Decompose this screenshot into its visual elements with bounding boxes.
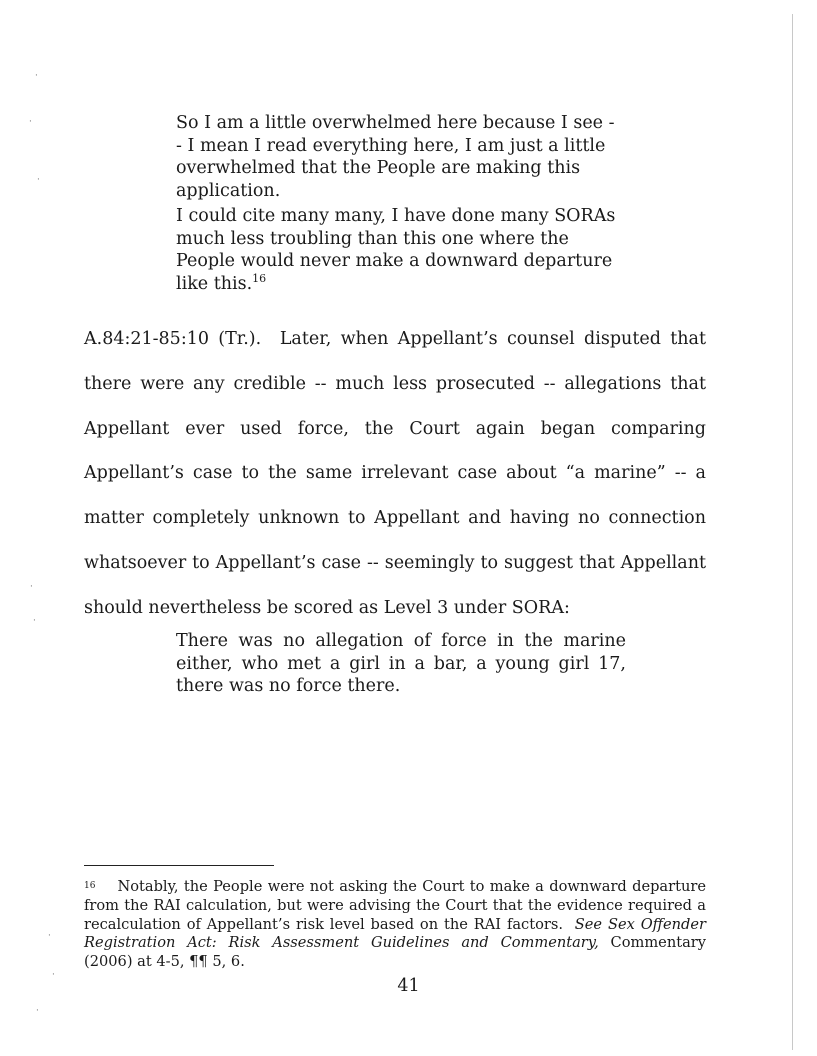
page-number: 41 — [397, 976, 420, 996]
footnote-text: Notably, the People were not asking the Court to make a downward departure from the RAI calculation, but were advising the Court that the evidence required a recalculation of Appellant’s risk level based on the RAI factors. — [84, 878, 706, 933]
body-text: Later, when Appellant’s counsel disputed that there were any credible -- much less prosecuted -- allegations that Appellant ever used force, the Court again began comparing Appellant’s case to the same irrelevant case about “a marine” -- a matter completely unknown to Appellant and having no connection whatsoever to Appellant’s case -- seemingly to suggest that Appellant should nevertheless be scored as Level 3 under SORA: — [84, 329, 706, 618]
quote-text: I could cite many many, I have done many SORAs much less troubling than this one where the People would never make a downward departure like this. — [176, 206, 616, 294]
scan-speck: · — [33, 616, 36, 626]
quote-paragraph — [176, 205, 616, 295]
scan-speck: · — [29, 117, 32, 127]
body-paragraph — [84, 317, 706, 631]
scan-edge-line — [792, 14, 793, 1050]
scan-speck: · — [30, 582, 33, 592]
footnote-number: 16 — [84, 881, 96, 891]
scan-speck: · — [37, 175, 40, 185]
record-citation: A.84:21-85:10 (Tr.). — [84, 329, 262, 349]
footnote-text-end: Commentary (2006) at 4-5, ¶¶ 5, 6. — [84, 934, 706, 971]
quote-paragraph: There was no allegation of force in the marine either, who met a girl in a bar, a young girl 17, there was no force there. — [176, 631, 626, 696]
scan-speck: · — [48, 931, 51, 941]
scan-speck: · — [35, 71, 38, 81]
citation-signal: See — [574, 915, 603, 933]
quote-paragraph: So I am a little overwhelmed here because I see -- I mean I read everything here, I am just a little overwhelmed that the People are making this application. — [176, 113, 615, 201]
scan-speck: · — [52, 970, 55, 980]
footnote-reference[interactable]: 16 — [252, 271, 267, 285]
footnote — [84, 877, 706, 972]
scan-speck: · — [36, 1006, 39, 1016]
source-title: Sex Offender Registration Act: Risk Assessment Guidelines and Commentary, — [84, 915, 706, 952]
footnote-separator — [84, 865, 274, 866]
